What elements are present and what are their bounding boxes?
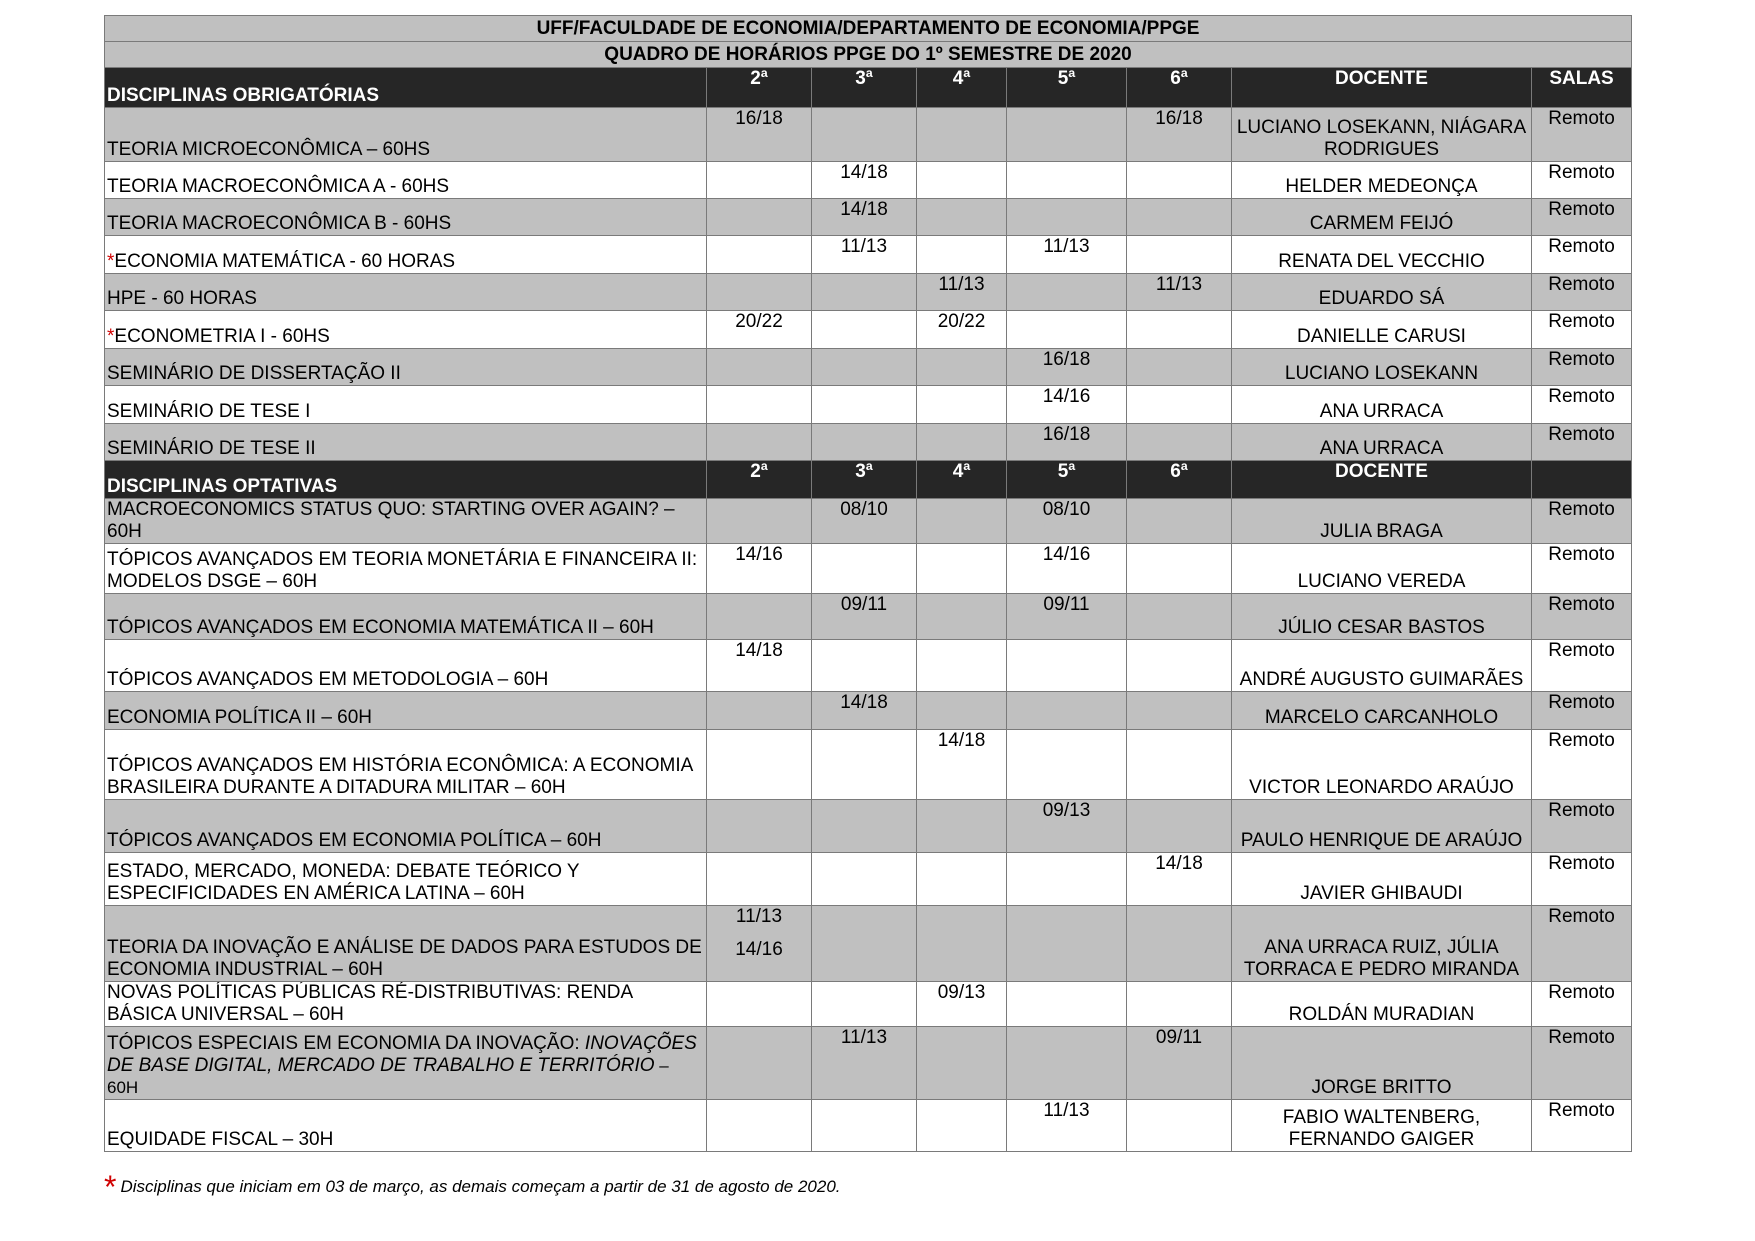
- course-name-text: MACROECONOMICS STATUS QUO: STARTING OVER AGAIN? – 60H: [107, 499, 675, 542]
- time-d4: [917, 424, 1007, 461]
- time-d6: [1127, 594, 1232, 640]
- time-d6: [1127, 982, 1232, 1027]
- table-row: [105, 274, 1632, 311]
- time-d3: [812, 199, 917, 236]
- time-d4: [917, 199, 1007, 236]
- docente: LUCIANO LOSEKANN: [1232, 349, 1532, 386]
- time-d6: [1127, 692, 1232, 730]
- table-row: [105, 730, 1632, 800]
- time-d3: [812, 1027, 917, 1100]
- time-value: 16/18: [735, 108, 783, 129]
- course-name-text: TÓPICOS AVANÇADOS EM ECONOMIA POLÍTICA – 60H: [107, 830, 602, 851]
- time-d4: [917, 1100, 1007, 1152]
- sala: Remoto: [1532, 692, 1632, 730]
- course-name: [105, 236, 707, 274]
- time-d4: [917, 982, 1007, 1027]
- time-d2: [707, 1100, 812, 1152]
- time-d2: [707, 108, 812, 162]
- course-name: [105, 386, 707, 424]
- time-d5: [1007, 906, 1127, 982]
- sala: Remoto: [1532, 236, 1632, 274]
- sala: Remoto: [1532, 424, 1632, 461]
- time-d2: [707, 274, 812, 311]
- sala: Remoto: [1532, 544, 1632, 594]
- col-d2: 2ª: [707, 461, 812, 499]
- time-d5: [1007, 499, 1127, 544]
- course-name: [105, 906, 707, 982]
- section-header-optativas: [105, 461, 1632, 499]
- time-value: 16/18: [1042, 349, 1091, 370]
- sala: Remoto: [1532, 311, 1632, 349]
- time-d2: [707, 499, 812, 544]
- table-row: [105, 853, 1632, 906]
- sala: Remoto: [1532, 108, 1632, 162]
- time-value: 14/18: [840, 692, 888, 713]
- footnote-star: *: [104, 1169, 117, 1205]
- docente: DANIELLE CARUSI: [1232, 311, 1532, 349]
- course-name: [105, 1027, 707, 1100]
- table-row: [105, 1100, 1632, 1152]
- time-d3: [812, 274, 917, 311]
- time-d4: [917, 692, 1007, 730]
- time-d6: [1127, 906, 1232, 982]
- header-line-2: QUADRO DE HORÁRIOS PPGE DO 1º SEMESTRE DE 2020: [105, 42, 1632, 68]
- time-d2: [707, 730, 812, 800]
- sala: Remoto: [1532, 162, 1632, 199]
- section-header-obrigatorias: [105, 68, 1632, 108]
- footnote: [104, 1169, 841, 1206]
- table-row: [105, 906, 1632, 982]
- col-d6: 6ª: [1127, 68, 1232, 108]
- time-d3: [812, 906, 917, 982]
- time-d6: [1127, 853, 1232, 906]
- docente: ANDRÉ AUGUSTO GUIMARÃES: [1232, 640, 1532, 692]
- course-name: [105, 800, 707, 853]
- course-name-text: HPE - 60 HORAS: [107, 288, 257, 309]
- col-d5: 5ª: [1007, 68, 1127, 108]
- sala: Remoto: [1532, 199, 1632, 236]
- time-d2: [707, 236, 812, 274]
- time-d6: [1127, 236, 1232, 274]
- table-row: [105, 982, 1632, 1027]
- course-name: [105, 108, 707, 162]
- sala: Remoto: [1532, 982, 1632, 1027]
- course-name: [105, 199, 707, 236]
- sala: Remoto: [1532, 594, 1632, 640]
- course-name-text: TÓPICOS AVANÇADOS EM METODOLOGIA – 60H: [107, 669, 549, 690]
- time-value: 08/10: [1042, 499, 1091, 520]
- time-d4: [917, 274, 1007, 311]
- docente: LUCIANO VEREDA: [1232, 544, 1532, 594]
- time-d4: [917, 544, 1007, 594]
- time-d3: [812, 108, 917, 162]
- docente: VICTOR LEONARDO ARAÚJO: [1232, 730, 1532, 800]
- time-d3: [812, 162, 917, 199]
- docente: JAVIER GHIBAUDI: [1232, 853, 1532, 906]
- time-d6: [1127, 640, 1232, 692]
- sala: Remoto: [1532, 1027, 1632, 1100]
- course-name: [105, 853, 707, 906]
- time-d2: [707, 906, 812, 982]
- docente: JORGE BRITTO: [1232, 1027, 1532, 1100]
- time-d2: [707, 162, 812, 199]
- course-name: [105, 424, 707, 461]
- time-d6: [1127, 108, 1232, 162]
- time-d4: [917, 640, 1007, 692]
- course-name: [105, 594, 707, 640]
- time-value: 09/13: [937, 982, 986, 1003]
- docente: FABIO WALTENBERG, FERNANDO GAIGER: [1232, 1100, 1532, 1152]
- docente: CARMEM FEIJÓ: [1232, 199, 1532, 236]
- time-d5: [1007, 1027, 1127, 1100]
- time-d5: [1007, 349, 1127, 386]
- course-name-text: ECONOMIA POLÍTICA II – 60H: [107, 707, 373, 728]
- docente: ANA URRACA RUIZ, JÚLIA TORRACA E PEDRO MIRANDA: [1232, 906, 1532, 982]
- docente: MARCELO CARCANHOLO: [1232, 692, 1532, 730]
- docente: JULIA BRAGA: [1232, 499, 1532, 544]
- time-value: 14/18: [1155, 853, 1203, 874]
- sala: Remoto: [1532, 640, 1632, 692]
- docente: LUCIANO LOSEKANN, NIÁGARA RODRIGUES: [1232, 108, 1532, 162]
- time-d3: [812, 853, 917, 906]
- time-d4: [917, 236, 1007, 274]
- sala: Remoto: [1532, 853, 1632, 906]
- footnote-text: Disciplinas que iniciam em 03 de março, as demais começam a partir de 31 de agosto de 2020.: [120, 1177, 841, 1196]
- time-d6: [1127, 199, 1232, 236]
- sala: Remoto: [1532, 730, 1632, 800]
- time-d5: [1007, 640, 1127, 692]
- time-d5: [1007, 424, 1127, 461]
- docente: HELDER MEDEONÇA: [1232, 162, 1532, 199]
- time-d3: [812, 424, 917, 461]
- course-name-text: NOVAS POLÍTICAS PÚBLICAS RÉ-DISTRIBUTIVAS: RENDA BÁSICA UNIVERSAL – 60H: [107, 982, 633, 1025]
- course-name: [105, 311, 707, 349]
- time-d2: [707, 311, 812, 349]
- time-value: 16/18: [1042, 424, 1091, 445]
- sala: Remoto: [1532, 800, 1632, 853]
- time-value: 14/18: [840, 199, 888, 220]
- schedule-table: [104, 15, 1632, 1152]
- section-title: DISCIPLINAS OPTATIVAS: [105, 461, 707, 499]
- table-row: [105, 199, 1632, 236]
- sala: Remoto: [1532, 1100, 1632, 1152]
- table-row: [105, 349, 1632, 386]
- section-title: DISCIPLINAS OBRIGATÓRIAS: [105, 68, 707, 108]
- time-d5: [1007, 236, 1127, 274]
- course-name-text: TEORIA MACROECONÔMICA A - 60HS: [107, 176, 450, 197]
- course-name: [105, 692, 707, 730]
- time-value: 14/18: [840, 162, 888, 183]
- time-d3: [812, 730, 917, 800]
- time-d2: [707, 386, 812, 424]
- time-d4: [917, 162, 1007, 199]
- time-d6: [1127, 311, 1232, 349]
- course-name-text: SEMINÁRIO DE TESE I: [107, 401, 311, 422]
- start-marker: *: [107, 251, 115, 272]
- course-name: [105, 349, 707, 386]
- table-row: [105, 236, 1632, 274]
- col-d6: 6ª: [1127, 461, 1232, 499]
- time-d3: [812, 499, 917, 544]
- time-d6: [1127, 1027, 1232, 1100]
- col-d3: 3ª: [812, 461, 917, 499]
- table-row: [105, 424, 1632, 461]
- sala: Remoto: [1532, 349, 1632, 386]
- course-name: [105, 640, 707, 692]
- time-d3: [812, 594, 917, 640]
- time-d6: [1127, 730, 1232, 800]
- time-value: 20/22: [735, 311, 783, 332]
- time-d5: [1007, 800, 1127, 853]
- time-d4: [917, 800, 1007, 853]
- course-name: [105, 274, 707, 311]
- time-d3: [812, 692, 917, 730]
- docente: EDUARDO SÁ: [1232, 274, 1532, 311]
- course-name: [105, 499, 707, 544]
- time-d5: [1007, 982, 1127, 1027]
- table-row: [105, 1027, 1632, 1100]
- sala: Remoto: [1532, 906, 1632, 982]
- time-d5: [1007, 1100, 1127, 1152]
- docente: PAULO HENRIQUE DE ARAÚJO: [1232, 800, 1532, 853]
- time-d6: [1127, 386, 1232, 424]
- time-value: 11/13: [1043, 1100, 1090, 1121]
- time-value: 14/18: [735, 640, 783, 661]
- time-d3: [812, 800, 917, 853]
- time-d5: [1007, 730, 1127, 800]
- time-d3: [812, 1100, 917, 1152]
- time-d4: [917, 499, 1007, 544]
- time-value: 14/16: [1042, 386, 1091, 407]
- docente: ANA URRACA: [1232, 386, 1532, 424]
- course-name-text: ESTADO, MERCADO, MONEDA: DEBATE TEÓRICO Y ESPECIFICIDADES EN AMÉRICA LATINA – 60H: [107, 861, 580, 904]
- time-d4: [917, 349, 1007, 386]
- course-name-text: TEORIA MACROECONÔMICA B - 60HS: [107, 213, 452, 234]
- time-d4: [917, 1027, 1007, 1100]
- time-d5: [1007, 199, 1127, 236]
- table-row: [105, 594, 1632, 640]
- time-value: 09/11: [1155, 1027, 1203, 1048]
- course-name-text: ECONOMIA MATEMÁTICA - 60 HORAS: [114, 251, 456, 272]
- course-name-text: SEMINÁRIO DE DISSERTAÇÃO II: [107, 363, 401, 384]
- time-d2: [707, 424, 812, 461]
- time-value: 14/16: [1042, 544, 1091, 565]
- table-row: [105, 162, 1632, 199]
- col-docente: DOCENTE: [1232, 68, 1532, 108]
- time-d2: [707, 982, 812, 1027]
- course-name-text: TEORIA DA INOVAÇÃO E ANÁLISE DE DADOS PARA ESTUDOS DE ECONOMIA INDUSTRIAL – 60H: [107, 937, 702, 980]
- course-name-text: TÓPICOS AVANÇADOS EM HISTÓRIA ECONÔMICA: A ECONOMIA BRASILEIRA DURANTE A DITADURA MILITAR – 60H: [107, 755, 693, 798]
- table-row: [105, 386, 1632, 424]
- course-name-text: TÓPICOS AVANÇADOS EM TEORIA MONETÁRIA E FINANCEIRA II: MODELOS DSGE – 60H: [107, 549, 698, 592]
- time-d3: [812, 386, 917, 424]
- col-docente: DOCENTE: [1232, 461, 1532, 499]
- time-d6: [1127, 162, 1232, 199]
- sala: Remoto: [1532, 386, 1632, 424]
- table-row: [105, 311, 1632, 349]
- course-name-text: ECONOMETRIA I - 60HS: [114, 326, 330, 347]
- table-row: [105, 692, 1632, 730]
- time-d4: [917, 311, 1007, 349]
- time-d5: [1007, 853, 1127, 906]
- col-d5: 5ª: [1007, 461, 1127, 499]
- course-name-text: TEORIA MICROECONÔMICA – 60HS: [107, 139, 431, 160]
- time-value: 11/13: [840, 236, 888, 257]
- time-d2: [707, 199, 812, 236]
- sala: Remoto: [1532, 274, 1632, 311]
- time-d2: [707, 594, 812, 640]
- time-value: 14/16: [735, 544, 783, 565]
- time-d2: [707, 1027, 812, 1100]
- time-value: 11/13: [735, 906, 783, 927]
- time-d5: [1007, 108, 1127, 162]
- course-name: [105, 730, 707, 800]
- table-row: [105, 800, 1632, 853]
- table-row: [105, 544, 1632, 594]
- time-value: 20/22: [937, 311, 986, 332]
- time-d6: [1127, 800, 1232, 853]
- time-d2: [707, 349, 812, 386]
- time-d5: [1007, 544, 1127, 594]
- course-name-text: TÓPICOS AVANÇADOS EM ECONOMIA MATEMÁTICA II – 60H: [107, 617, 654, 638]
- time-d6: [1127, 499, 1232, 544]
- course-name-text: TÓPICOS ESPECIAIS EM ECONOMIA DA INOVAÇÃO:: [107, 1033, 580, 1054]
- docente: ANA URRACA: [1232, 424, 1532, 461]
- time-value: 11/13: [840, 1027, 888, 1048]
- time-d3: [812, 544, 917, 594]
- course-name: [105, 1100, 707, 1152]
- sala: Remoto: [1532, 499, 1632, 544]
- course-name-text: EQUIDADE FISCAL – 30H: [107, 1129, 334, 1150]
- course-name-text: SEMINÁRIO DE TESE II: [107, 438, 316, 459]
- time-d5: [1007, 692, 1127, 730]
- time-value: 09/11: [840, 594, 888, 615]
- time-d6: [1127, 424, 1232, 461]
- time-d5: [1007, 386, 1127, 424]
- time-value-2: 14/16: [735, 939, 783, 960]
- time-d3: [812, 349, 917, 386]
- time-d6: [1127, 544, 1232, 594]
- time-d4: [917, 108, 1007, 162]
- time-value: 16/18: [1155, 108, 1203, 129]
- header-line-1: UFF/FACULDADE DE ECONOMIA/DEPARTAMENTO DE ECONOMIA/PPGE: [105, 16, 1632, 42]
- time-d2: [707, 544, 812, 594]
- time-d6: [1127, 274, 1232, 311]
- col-salas-empty: [1532, 461, 1632, 499]
- docente: JÚLIO CESAR BASTOS: [1232, 594, 1532, 640]
- time-d4: [917, 386, 1007, 424]
- course-name: [105, 162, 707, 199]
- col-d4: 4ª: [917, 68, 1007, 108]
- time-d5: [1007, 311, 1127, 349]
- time-d2: [707, 692, 812, 730]
- time-d4: [917, 594, 1007, 640]
- time-d5: [1007, 162, 1127, 199]
- time-d2: [707, 800, 812, 853]
- course-hours: – 60H: [107, 1056, 669, 1097]
- time-d3: [812, 982, 917, 1027]
- time-d6: [1127, 349, 1232, 386]
- col-d4: 4ª: [917, 461, 1007, 499]
- table-row: [105, 640, 1632, 692]
- course-name: [105, 982, 707, 1027]
- table-row: [105, 108, 1632, 162]
- docente: RENATA DEL VECCHIO: [1232, 236, 1532, 274]
- start-marker: *: [107, 326, 115, 347]
- time-d3: [812, 311, 917, 349]
- time-d4: [917, 906, 1007, 982]
- time-d2: [707, 640, 812, 692]
- time-d4: [917, 730, 1007, 800]
- time-d2: [707, 853, 812, 906]
- time-value: 08/10: [840, 499, 888, 520]
- time-value: 09/11: [1043, 594, 1090, 615]
- col-d2: 2ª: [707, 68, 812, 108]
- time-value: 09/13: [1042, 800, 1091, 821]
- time-value: 14/18: [937, 730, 986, 751]
- table-row: [105, 499, 1632, 544]
- time-d3: [812, 236, 917, 274]
- col-salas: SALAS: [1532, 68, 1632, 108]
- time-d4: [917, 853, 1007, 906]
- time-d5: [1007, 274, 1127, 311]
- docente: ROLDÁN MURADIAN: [1232, 982, 1532, 1027]
- col-d3: 3ª: [812, 68, 917, 108]
- course-name-italic: INOVAÇÕES DE BASE DIGITAL, MERCADO DE TRABALHO E TERRITÓRIO: [107, 1033, 697, 1076]
- time-value: 11/13: [938, 274, 985, 295]
- course-name: [105, 544, 707, 594]
- time-value: 11/13: [1155, 274, 1203, 295]
- time-value: 11/13: [1043, 236, 1090, 257]
- time-d3: [812, 640, 917, 692]
- time-d6: [1127, 1100, 1232, 1152]
- time-d5: [1007, 594, 1127, 640]
